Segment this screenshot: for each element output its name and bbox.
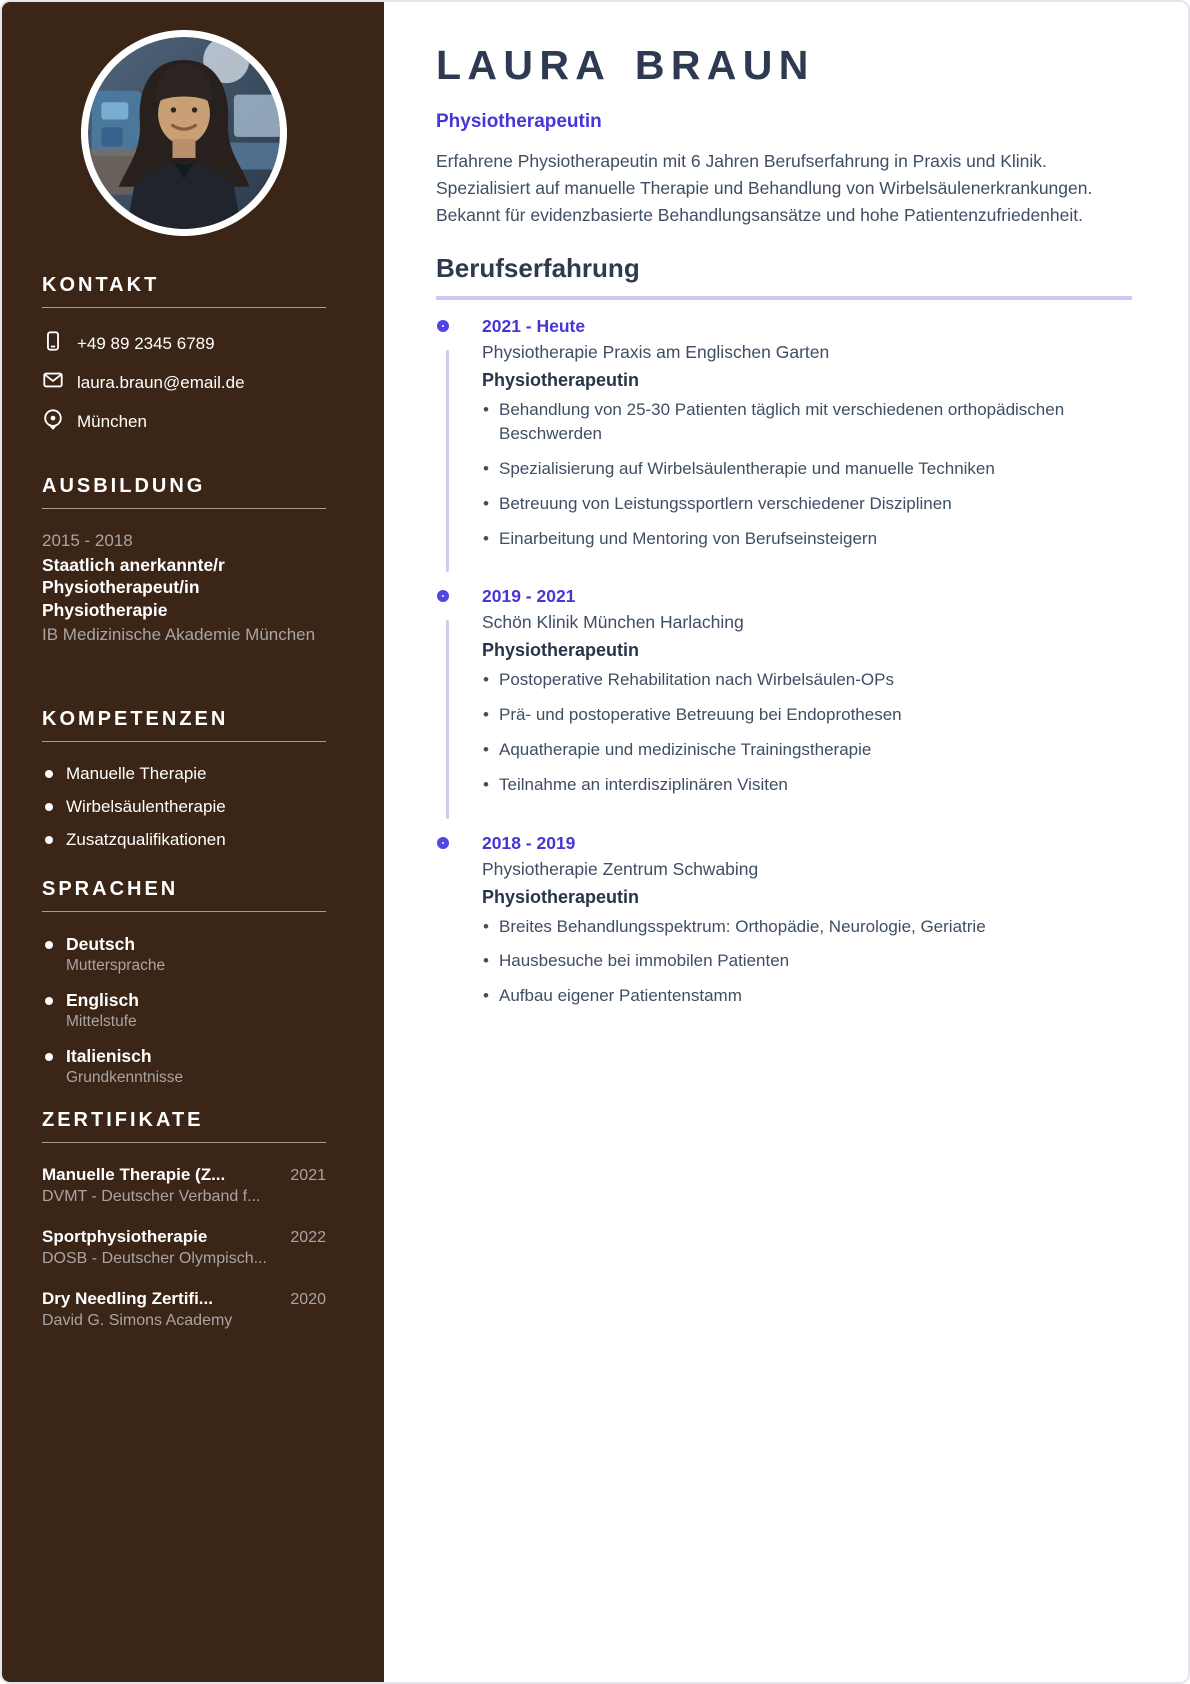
certificate-item xyxy=(42,1227,326,1268)
avatar xyxy=(81,30,287,236)
certificates-heading: ZERTIFIKATE xyxy=(42,1109,204,1132)
divider xyxy=(42,1142,326,1143)
timeline-dot-icon xyxy=(437,590,449,602)
timeline-dot-icon xyxy=(437,320,449,332)
language-level: Muttersprache xyxy=(66,957,166,975)
skill-item: Manuelle Therapie xyxy=(42,764,326,784)
entry-role: Physiotherapeutin xyxy=(482,640,640,661)
certificate-name: Sportphysiotherapie xyxy=(42,1227,208,1247)
contact-phone-row xyxy=(42,330,326,357)
language-item xyxy=(42,1046,326,1087)
bullet-item: • Breites Behandlungsspektrum: Orthopädie, Neurologie, Geriatrie xyxy=(482,915,1082,939)
contact-location-row xyxy=(42,408,326,435)
bullet-item: • Aufbau eigener Patientenstamm xyxy=(482,984,1082,1008)
experience-timeline xyxy=(436,316,1132,1008)
skill-item: Wirbelsäulentherapie xyxy=(42,797,326,817)
certificate-item xyxy=(42,1289,326,1330)
map-pin-icon xyxy=(42,408,64,435)
contact-email-value: laura.braun@email.de xyxy=(77,372,245,392)
certificates-section xyxy=(42,1109,326,1330)
divider xyxy=(42,307,326,308)
divider xyxy=(42,741,326,742)
experience-entry xyxy=(482,316,1132,550)
bullet-item: • Teilnahme an interdisziplinären Visiten xyxy=(482,773,1082,797)
entry-role: Physiotherapeutin xyxy=(482,370,640,391)
contact-heading: KONTAKT xyxy=(42,274,160,296)
entry-period: 2019 - 2021 xyxy=(482,586,576,607)
timeline-dot-icon xyxy=(437,837,449,849)
entry-company: Physiotherapie Zentrum Schwabing xyxy=(482,858,759,879)
certificate-name: Manuelle Therapie (Z... xyxy=(42,1165,226,1185)
language-item xyxy=(42,990,326,1031)
entry-bullets xyxy=(482,398,1132,550)
education-degree: Staatlich anerkannte/r Physiotherapeut/in Physiotherapie xyxy=(42,555,225,620)
bullet-item: • Betreuung von Leistungssportlern verschiedener Disziplinen xyxy=(482,492,1082,516)
bullet-item: • Hausbesuche bei immobilen Patienten xyxy=(482,949,1082,973)
education-period: 2015 - 2018 xyxy=(42,531,133,550)
entry-bullets xyxy=(482,915,1132,1008)
certificate-item xyxy=(42,1165,326,1206)
language-level: Mittelstufe xyxy=(66,1013,137,1031)
skills-heading: KOMPETENZEN xyxy=(42,708,229,731)
education-section xyxy=(42,475,326,646)
divider xyxy=(42,508,326,509)
main-content xyxy=(384,2,1188,1682)
entry-period: 2021 - Heute xyxy=(482,316,586,337)
experience-entry xyxy=(482,586,1132,796)
bullet-item: • Postoperative Rehabilitation nach Wirbelsäulen-OPs xyxy=(482,668,1082,692)
certificate-org: David G. Simons Academy xyxy=(42,1312,233,1330)
mail-icon xyxy=(42,369,64,396)
avatar-portrait-illustration xyxy=(88,37,280,229)
bullet-item: • Behandlung von 25-30 Patienten täglich mit verschiedenen orthopädischen Beschwerden xyxy=(482,398,1082,446)
languages-heading: SPRACHEN xyxy=(42,878,179,901)
language-level: Grundkenntnisse xyxy=(66,1069,184,1087)
entry-bullets xyxy=(482,668,1132,796)
person-name: LAURA BRAUN xyxy=(436,42,815,88)
education-school: IB Medizinische Akademie München xyxy=(42,625,316,645)
language-item xyxy=(42,934,326,975)
language-name: Deutsch xyxy=(66,934,136,955)
certificate-org: DVMT - Deutscher Verband f... xyxy=(42,1188,261,1206)
education-heading: AUSBILDUNG xyxy=(42,475,206,497)
entry-company: Schön Klinik München Harlaching xyxy=(482,612,744,633)
entry-period: 2018 - 2019 xyxy=(482,832,576,853)
language-name: Englisch xyxy=(66,990,139,1011)
certificate-year: 2021 xyxy=(290,1167,326,1185)
job-title: Physiotherapeutin xyxy=(436,111,602,132)
skill-item: Zusatzqualifikationen xyxy=(42,830,326,850)
phone-icon xyxy=(42,330,64,357)
languages-section xyxy=(42,878,326,1087)
contact-location-value: München xyxy=(77,411,147,431)
experience-heading: Berufserfahrung xyxy=(436,253,1132,300)
profile-summary: Erfahrene Physiotherapeutin mit 6 Jahren Berufserfahrung in Praxis und Klinik. Spezialisiert auf manuelle Therapie und Behandlung von Wirbelsäulenerkrankungen. Bekannt für evidenzbasierte Behandlungsansätze und hohe Patientenzufriedenheit. xyxy=(436,151,1093,226)
certificate-year: 2022 xyxy=(290,1229,326,1247)
entry-company: Physiotherapie Praxis am Englischen Garten xyxy=(482,342,830,363)
experience-entry xyxy=(482,833,1132,1008)
bullet-item: • Spezialisierung auf Wirbelsäulentherapie und manuelle Techniken xyxy=(482,457,1082,481)
contact-email-row xyxy=(42,369,326,396)
sidebar xyxy=(2,2,384,1682)
contact-section xyxy=(42,274,326,435)
skills-list xyxy=(42,764,326,850)
certificate-year: 2020 xyxy=(290,1291,326,1309)
entry-role: Physiotherapeutin xyxy=(482,886,640,907)
divider xyxy=(42,911,326,912)
bullet-item: • Aquatherapie und medizinische Trainingstherapie xyxy=(482,738,1082,762)
language-name: Italienisch xyxy=(66,1046,152,1067)
certificate-name: Dry Needling Zertifi... xyxy=(42,1289,213,1309)
bullet-item: • Einarbeitung und Mentoring von Berufseinsteigern xyxy=(482,527,1082,551)
certificate-org: DOSB - Deutscher Olympisch... xyxy=(42,1250,267,1268)
contact-phone-value: +49 89 2345 6789 xyxy=(77,333,215,353)
bullet-item: • Prä- und postoperative Betreuung bei Endoprothesen xyxy=(482,703,1082,727)
skills-section xyxy=(42,708,326,850)
